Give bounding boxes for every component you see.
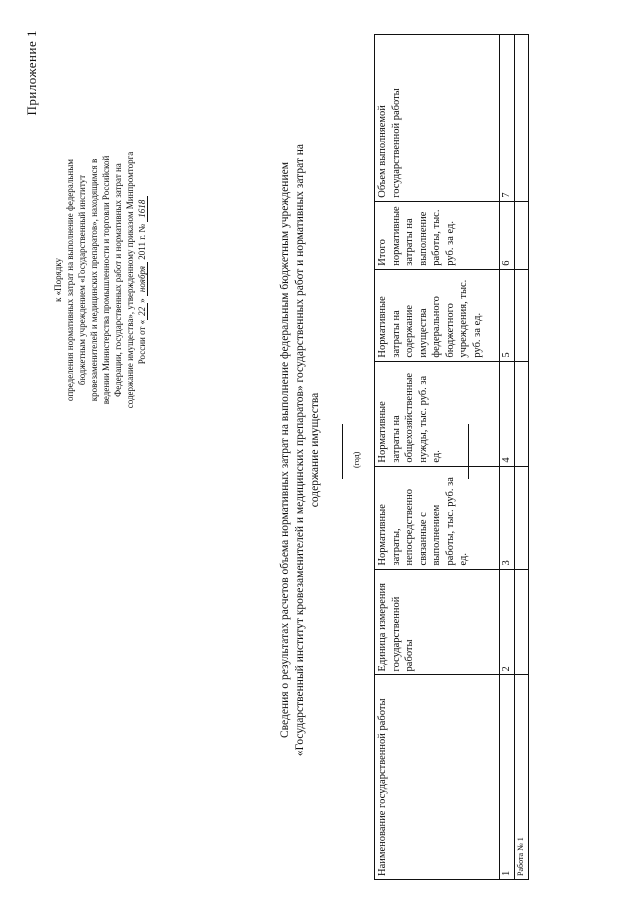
heading-line: «Государственный институт кровезаменителей и медицинских препаратов» государственных работ и нормативных затрат на — [294, 143, 306, 757]
appendix-label: Приложение 1 — [24, 30, 39, 116]
order-line: определения нормативных затрат на выполнение федеральным — [65, 159, 75, 402]
heading-line: содержание имущества — [309, 392, 321, 508]
column-header-total-costs: Итого нормативные затраты на выполнение работы, тыс. руб. за ед. — [375, 201, 500, 269]
table-header-row — [375, 35, 500, 880]
table-cell — [515, 201, 529, 269]
column-header-property-costs: Нормативные затраты на содержание имущества федерального бюджетного учреждения, тыс. руб. за ед. — [375, 269, 500, 361]
document-heading — [278, 105, 323, 795]
calculation-table — [374, 34, 529, 880]
year-caption: (год) — [352, 451, 361, 468]
order-line: содержание имущества», утвержденному приказом Минпромторга — [125, 151, 135, 409]
column-header-work-name: Наименование государственной работы — [375, 675, 500, 880]
column-number: 2 — [500, 569, 515, 675]
table-cell — [515, 466, 529, 569]
order-date-month: ноября — [137, 262, 148, 296]
order-line: Федерации, государственных работ и нормативных затрат на — [113, 163, 123, 397]
table-cell — [515, 361, 529, 466]
order-line: ведении Министерства промышленности и торговли Российской — [101, 155, 111, 405]
order-number: 1618 — [137, 196, 148, 222]
column-header-unit: Единица измерения государственной работы — [375, 569, 500, 675]
table-cell — [515, 269, 529, 361]
table-cell-work-name: Работа № 1 — [515, 675, 529, 880]
column-number: 5 — [500, 269, 515, 361]
column-header-overhead-costs: Нормативные затраты на общехозяйственные нужды, тыс. руб. за ед. — [375, 361, 500, 466]
order-date-day: 22 — [137, 303, 148, 320]
table-row — [515, 35, 529, 880]
order-reference — [52, 60, 148, 500]
order-line: бюджетным учреждением «Государственный институт — [77, 174, 87, 386]
order-date-line: России от «22» ноября 2011 г. № 1618 — [136, 60, 148, 500]
column-header-volume: Объем выполняемой государственной работы — [375, 35, 500, 202]
column-number: 1 — [500, 675, 515, 880]
order-line: кровезаменителей и медицинских препаратов», находящимся в — [89, 158, 99, 402]
column-header-direct-costs: Нормативные затраты, непосредственно связанные с выполнением работы, тыс. руб. за ед. — [375, 466, 500, 569]
table-cell — [515, 35, 529, 202]
order-line: к «Порядку — [53, 257, 63, 303]
column-number: 4 — [500, 361, 515, 466]
heading-line: Сведения о результатах расчетов объема нормативных затрат на выполнение федеральным бюджетным учреждением — [279, 162, 291, 738]
table-cell — [515, 569, 529, 675]
column-number: 7 — [500, 35, 515, 202]
column-number: 3 — [500, 466, 515, 569]
table-number-row — [500, 35, 515, 880]
year-blank-line — [342, 424, 343, 479]
column-number: 6 — [500, 201, 515, 269]
